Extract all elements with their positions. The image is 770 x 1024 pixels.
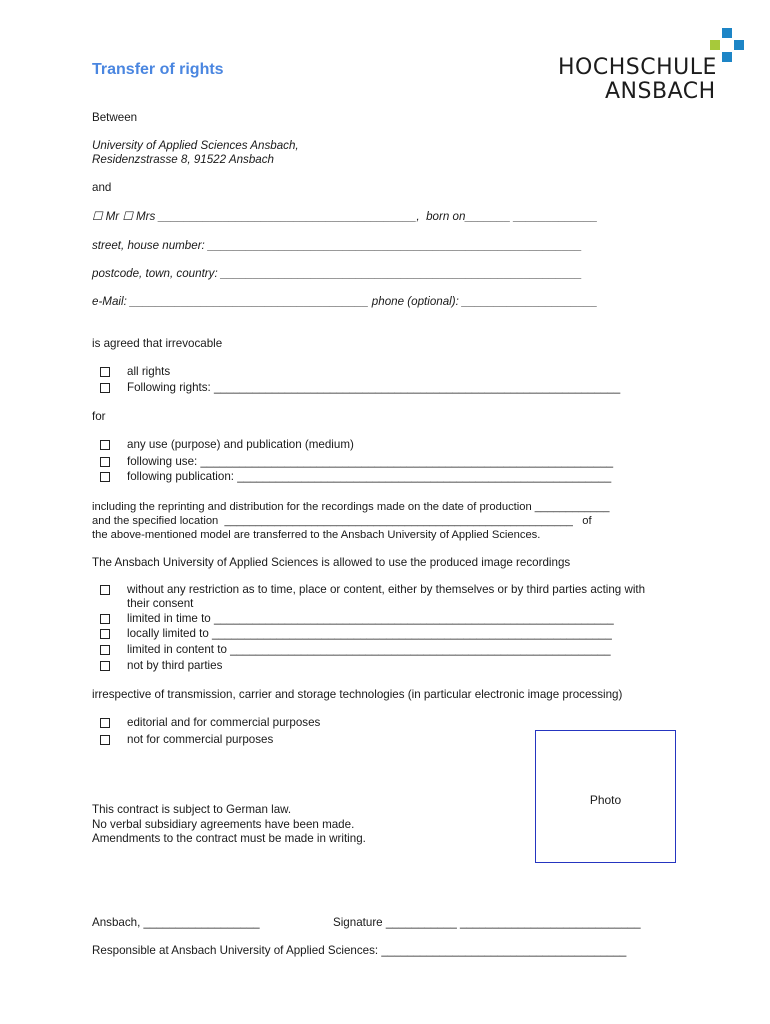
locally-limited-checkbox[interactable]	[100, 629, 110, 639]
between-label: Between	[92, 111, 138, 124]
technology-intro: irrespective of transmission, carrier and storage technologies (in particular electronic image processing)	[92, 688, 623, 701]
usage-intro: The Ansbach University of Applied Sciences is allowed to use the produced image recordings	[92, 556, 571, 569]
production-line-2: and the specified location ________________________________________________________ of	[92, 515, 592, 527]
following-use-label: following use: ________________________________________________________________	[127, 455, 614, 468]
logo-square-2	[710, 40, 720, 50]
no-restriction-label: without any restriction as to time, place or content, either by themselves or by third parties acting with	[127, 583, 646, 596]
photo-box[interactable]	[535, 730, 676, 863]
logo-text-line1: HOCHSCHULE	[558, 55, 717, 80]
postcode-field[interactable]: postcode, town, country: ________________________________________________________	[92, 267, 582, 280]
following-rights-checkbox[interactable]	[100, 383, 110, 393]
legal-line-3: Amendments to the contract must be made in writing.	[92, 832, 366, 845]
no-restriction-label-cont: their consent	[127, 597, 194, 610]
email-phone-field[interactable]: e-Mail: _____________________________________ phone (optional): _____________________	[92, 295, 598, 308]
production-line-1: including the reprinting and distribution for the recordings made on the date of production ____________	[92, 501, 610, 513]
limited-time-checkbox[interactable]	[100, 614, 110, 624]
university-name: University of Applied Sciences Ansbach,	[92, 139, 299, 152]
no-restriction-checkbox[interactable]	[100, 585, 110, 595]
all-rights-label: all rights	[127, 365, 171, 378]
locally-limited-label: locally limited to ______________________________________________________________	[127, 627, 612, 640]
limited-content-label: limited in content to ___________________________________________________________	[127, 643, 611, 656]
street-field[interactable]: street, house number: __________________________________________________________	[92, 239, 582, 252]
salutation-name-field[interactable]: ☐ Mr ☐ Mrs ________________________________________, born on_______ _____________	[92, 210, 598, 223]
limited-time-label: limited in time to ______________________________________________________________	[127, 612, 614, 625]
logo-text-line2: ANSBACH	[605, 79, 716, 104]
not-third-parties-checkbox[interactable]	[100, 661, 110, 671]
page-title: Transfer of rights	[92, 61, 224, 78]
logo-square-3	[734, 40, 744, 50]
logo-square-1	[722, 28, 732, 38]
rights-intro: is agreed that irrevocable	[92, 337, 223, 350]
non-commercial-checkbox[interactable]	[100, 735, 110, 745]
logo-square-4	[722, 52, 732, 62]
use-intro: for	[92, 410, 106, 423]
following-publication-label: following publication: __________________________________________________________	[127, 470, 612, 483]
commercial-label: editorial and for commercial purposes	[127, 716, 321, 729]
responsible-field[interactable]: Responsible at Ansbach University of Applied Sciences: ______________________________________	[92, 944, 627, 957]
not-third-parties-label: not by third parties	[127, 659, 223, 672]
following-use-checkbox[interactable]	[100, 457, 110, 467]
following-rights-label: Following rights: _______________________________________________________________	[127, 381, 621, 394]
limited-content-checkbox[interactable]	[100, 645, 110, 655]
photo-label: Photo	[589, 793, 622, 807]
commercial-checkbox[interactable]	[100, 718, 110, 728]
following-publication-checkbox[interactable]	[100, 472, 110, 482]
place-date-field[interactable]: Ansbach, __________________	[92, 916, 260, 929]
signature-field[interactable]: Signature ___________ ____________________________	[333, 916, 641, 929]
any-use-label: any use (purpose) and publication (medium)	[127, 438, 354, 451]
legal-line-1: This contract is subject to German law.	[92, 803, 292, 816]
and-label: and	[92, 181, 112, 194]
all-rights-checkbox[interactable]	[100, 367, 110, 377]
production-line-3: the above-mentioned model are transferred to the Ansbach University of Applied Sciences.	[92, 529, 541, 541]
any-use-checkbox[interactable]	[100, 440, 110, 450]
university-address: Residenzstrasse 8, 91522 Ansbach	[92, 153, 274, 166]
non-commercial-label: not for commercial purposes	[127, 733, 274, 746]
legal-line-2: No verbal subsidiary agreements have been made.	[92, 818, 355, 831]
